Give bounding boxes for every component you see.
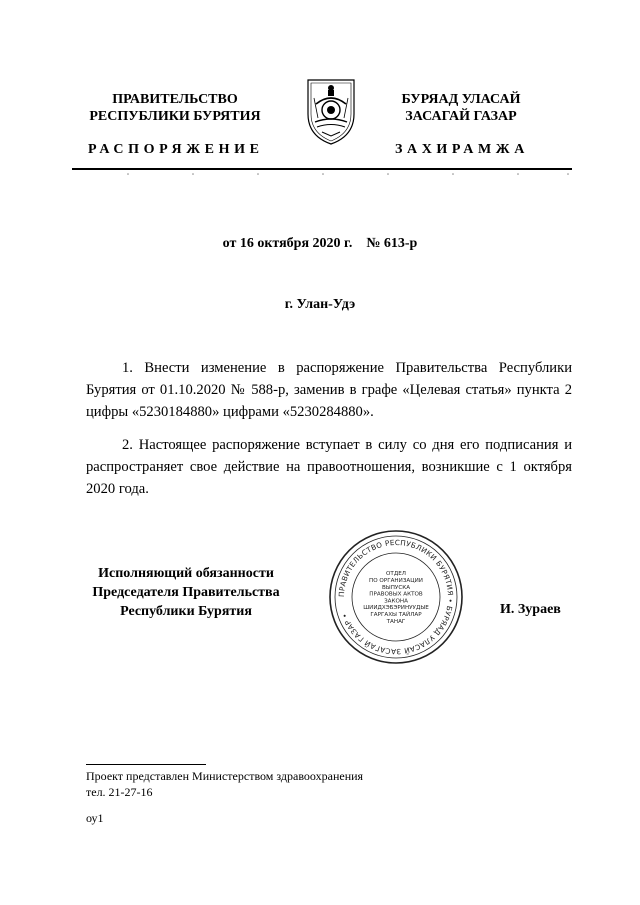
official-stamp [326, 527, 466, 667]
header-right-line2: ЗАСАГАЙ ГАЗАР [405, 109, 517, 124]
svg-text:ПРАВИТЕЛЬСТВО РЕСПУБЛИКИ БУРЯТ: ПРАВИТЕЛЬСТВО РЕСПУБЛИКИ БУРЯТИЯ • БУРЯАД УЛАСАЙ ЗАСАГАЙ ГАЗАР • [336, 537, 456, 657]
header-divider [72, 168, 572, 170]
body-paragraph-2: 2. Настоящее распоряжение вступает в силу со дня его подписания и распространяет свое действие на правоотношения, возникшие с 1 октября 2020 года. [86, 437, 572, 497]
header-left-line2: РЕСПУБЛИКИ БУРЯТИЯ [89, 109, 261, 124]
header-dotted-line [90, 171, 570, 177]
footnote-phone: тел. 21-27-16 [86, 785, 153, 799]
signatory-name: И. Зураев [500, 602, 561, 617]
header-left [70, 91, 280, 125]
stamp-center-line: ШИИДХЭБЭРИНУУДЫЕ [363, 605, 429, 612]
order-date-number: от 16 октября 2020 г. № 613-р [222, 236, 418, 251]
signatory-title-line3: Республики Бурятия [120, 604, 252, 619]
header-left-line1: ПРАВИТЕЛЬСТВО [112, 92, 238, 107]
order-city: г. Улан-Удэ [284, 297, 356, 312]
signatory-title [70, 564, 302, 621]
stamp-center-line: ЗАКОНА [384, 598, 408, 605]
header-right [372, 91, 550, 125]
signatory-title-line2: Председателя Правительства [92, 585, 280, 600]
footnote-project: Проект представлен Министерством здравоохранения [86, 769, 364, 783]
document-kind-left: РАСПОРЯЖЕНИЕ [88, 142, 264, 157]
stamp-center-line: ГАРГАХЫ ТАЙЛАР [370, 612, 422, 618]
stamp-center-line: ОТДЕЛ [386, 571, 406, 578]
header-right-line1: БУРЯАД УЛАСАЙ [401, 92, 521, 107]
stamp-center-line: ПО ОРГАНИЗАЦИИ [369, 578, 423, 584]
coat-of-arms-emblem [302, 74, 360, 146]
stamp-center-line: ПРАВОВЫХ АКТОВ [369, 591, 423, 598]
document-code: оу1 [86, 811, 104, 825]
footnote-divider [86, 764, 206, 765]
body-paragraph-1: 1. Внести изменение в распоряжение Правительства Республики Бурятия от 01.10.2020 № 588-р, заменив в графе «Целевая статья» пункта 2 цифры «5230184880» цифрами «5230284880». [86, 360, 572, 420]
stamp-center-line: ТАНАГ [386, 618, 406, 625]
stamp-center-line: ВЫПУСКА [381, 584, 411, 591]
document-kind-right: ЗАХИРАМЖА [395, 142, 529, 157]
signatory-title-line1: Исполняющий обязанности [98, 566, 274, 581]
